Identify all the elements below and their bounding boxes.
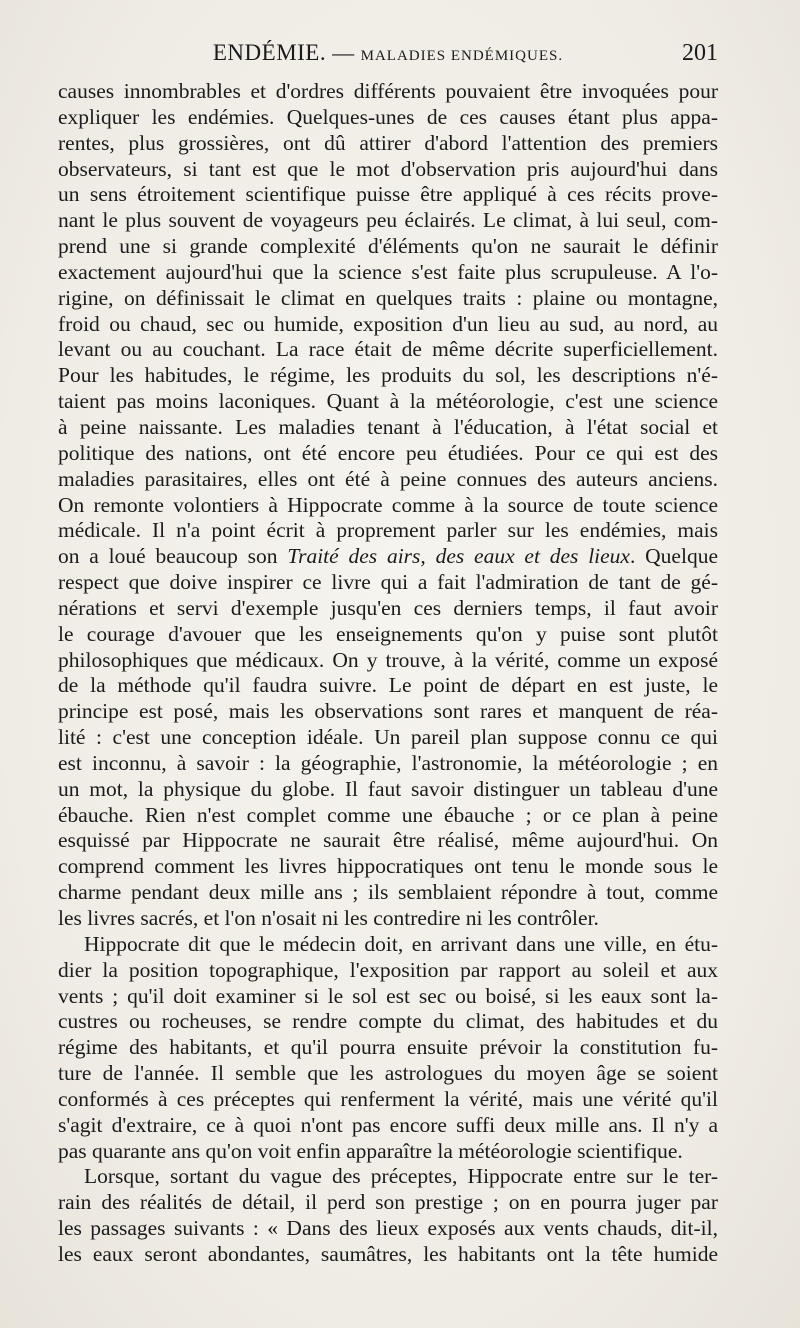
text-line [58,1035,718,1061]
text-line [58,777,718,803]
text-line [58,157,718,183]
text-segment: médicale. Il n'a point écrit à proprement parler sur les endémies, mais [58,518,718,543]
text-segment: exactement aujourd'hui que la science s'est faite plus scrupuleuse. A l'o- [58,259,718,284]
italic-title: Traité des airs, des eaux et des lieux [287,544,630,569]
text-line [58,958,718,984]
text-segment: respect que doive inspirer ce livre qui a fait l'admiration de tant de gé- [58,570,718,595]
text-segment: un sens étroitement scientifique puisse être appliqué à ces récits prove- [58,182,718,207]
text-segment: esquissé par Hippocrate ne saurait être réalisé, même aujourd'hui. On [58,828,718,853]
text-line [58,518,718,544]
text-segment: ture de l'année. Il semble que les astrologues du moyen âge se soient [58,1061,718,1086]
text-segment: régime des habitants, et qu'il pourra ensuite prévoir la constitution fu- [58,1035,718,1060]
text-line [58,260,718,286]
text-segment: . Quelque [629,544,718,569]
running-head [58,40,718,66]
text-segment: les passages suivants : « Dans des lieux exposés aux vents chauds, dit-il, [58,1216,718,1241]
text-line [58,725,718,751]
text-segment: levant ou au couchant. La race était de même décrite superficiellement. [58,337,718,362]
text-line [58,1009,718,1035]
text-segment: dier la position topographique, l'exposition par rapport au soleil et aux [58,957,718,982]
text-line [58,596,718,622]
body-text [58,79,718,1268]
text-segment: vents ; qu'il doit examiner si le sol est sec ou boisé, si les eaux sont la- [58,983,718,1008]
text-line [58,286,718,312]
text-segment: comprend comment les livres hippocratiques ont tenu le monde sous le [58,854,718,879]
text-line [58,467,718,493]
text-line [58,803,718,829]
text-segment: custres ou rocheuses, se rendre compte du climat, des habitudes et du [58,1009,718,1034]
text-line [58,1216,718,1242]
text-segment: Hippocrate dit que le médecin doit, en arrivant dans une ville, en étu- [84,931,718,956]
text-segment: lité : c'est une conception idéale. Un pareil plan suppose connu ce qui [58,725,718,750]
text-line [58,932,718,958]
text-segment: le courage d'avouer que les enseignements qu'on y puise sont plutôt [58,621,718,646]
text-segment: nérations et servi d'exemple jusqu'en ces derniers temps, il faut avoir [58,595,718,620]
text-line [58,1061,718,1087]
text-line [58,1190,718,1216]
text-line [58,234,718,260]
text-line [58,312,718,338]
text-line [58,570,718,596]
text-segment: On remonte volontiers à Hippocrate comme à la source de toute science [58,492,718,517]
text-segment: expliquer les endémies. Quelques-unes de ces causes étant plus appa- [58,104,718,129]
text-line [58,622,718,648]
text-line [58,208,718,234]
text-line [58,828,718,854]
text-line [58,1164,718,1190]
text-segment: les livres sacrés, et l'on n'osait ni les contredire ni les contrôler. [58,906,599,930]
text-segment: observateurs, si tant est que le mot d'observation pris aujourd'hui dans [58,156,718,181]
text-line [58,544,718,570]
text-line [58,389,718,415]
text-segment: Lorsque, sortant du vague des préceptes, Hippocrate entre sur le ter- [84,1164,718,1189]
text-segment: rentes, plus grossières, ont dû attirer d'abord l'attention des premiers [58,130,718,155]
text-segment: à peine naissante. Les maladies tenant à l'éducation, à l'état social et [58,414,718,439]
text-line [58,79,718,105]
text-segment: principe est posé, mais les observations sont rares et manquent de réa- [58,699,718,724]
text-line [58,415,718,441]
page-number: 201 [682,40,718,66]
text-line [58,1242,718,1268]
running-head-dash: — [332,40,355,65]
text-line [58,441,718,467]
text-segment: on a loué beaucoup son [58,544,288,569]
text-line [58,363,718,389]
text-line [58,854,718,880]
text-segment: maladies parasitaires, elles ont été à peine connues des auteurs anciens. [58,466,718,491]
text-segment: rain des réalités de détail, il perd son prestige ; on en pourra juger par [58,1190,718,1215]
text-line [58,648,718,674]
text-segment: Pour les habitudes, le régime, les produits du sol, les descriptions n'é- [58,363,718,388]
text-line [58,673,718,699]
text-segment: nant le plus souvent de voyageurs peu éclairés. Le climat, à lui seul, com- [58,208,718,233]
text-segment: philosophiques que médicaux. On y trouve, à la vérité, comme un exposé [58,647,718,672]
running-head-title: ENDÉMIE. [212,40,327,65]
text-line [58,984,718,1010]
text-line [58,699,718,725]
text-line [58,906,718,932]
text-segment: prend une si grande complexité d'éléments qu'on ne saurait le définir [58,234,718,259]
text-line [58,182,718,208]
page-header [58,40,718,80]
running-head-subtitle: MALADIES ENDÉMIQUES. [360,48,564,64]
text-line [58,1139,718,1165]
text-segment: s'agit d'extraire, ce à quoi n'ont pas encore suffi deux mille ans. Il n'y a [58,1112,718,1137]
text-segment: conformés à ces préceptes qui renferment la vérité, mais une vérité qu'il [58,1086,718,1111]
text-segment: pas quarante ans qu'on voit enfin apparaître la météorologie scientifique. [58,1138,683,1163]
text-segment: un mot, la physique du globe. Il faut savoir distinguer un tableau d'une [58,776,718,801]
text-segment: de la méthode qu'il faudra suivre. Le point de départ en est juste, le [58,673,718,698]
text-line [58,105,718,131]
text-segment: est inconnu, à savoir : la géographie, l'astronomie, la météorologie ; en [58,750,718,775]
text-line [58,880,718,906]
text-segment: causes innombrables et d'ordres différents pouvaient être invoquées pour [58,79,718,103]
text-line [58,1113,718,1139]
text-line [58,1087,718,1113]
text-segment: charme pendant deux mille ans ; ils semblaient répondre à tout, comme [58,880,718,905]
text-line [58,337,718,363]
text-segment: froid ou chaud, sec ou humide, exposition d'un lieu au sud, au nord, au [58,311,718,336]
text-line [58,493,718,519]
text-line [58,751,718,777]
text-line [58,131,718,157]
text-segment: politique des nations, ont été encore peu étudiées. Pour ce qui est des [58,440,718,465]
text-segment: rigine, on définissait le climat en quelques traits : plaine ou montagne, [58,285,718,310]
text-segment: ébauche. Rien n'est complet comme une ébauche ; or ce plan à peine [58,802,718,827]
text-segment: taient pas moins laconiques. Quant à la météorologie, c'est une science [58,389,718,414]
text-segment: les eaux seront abondantes, saumâtres, les habitants ont la tête humide [58,1241,718,1266]
